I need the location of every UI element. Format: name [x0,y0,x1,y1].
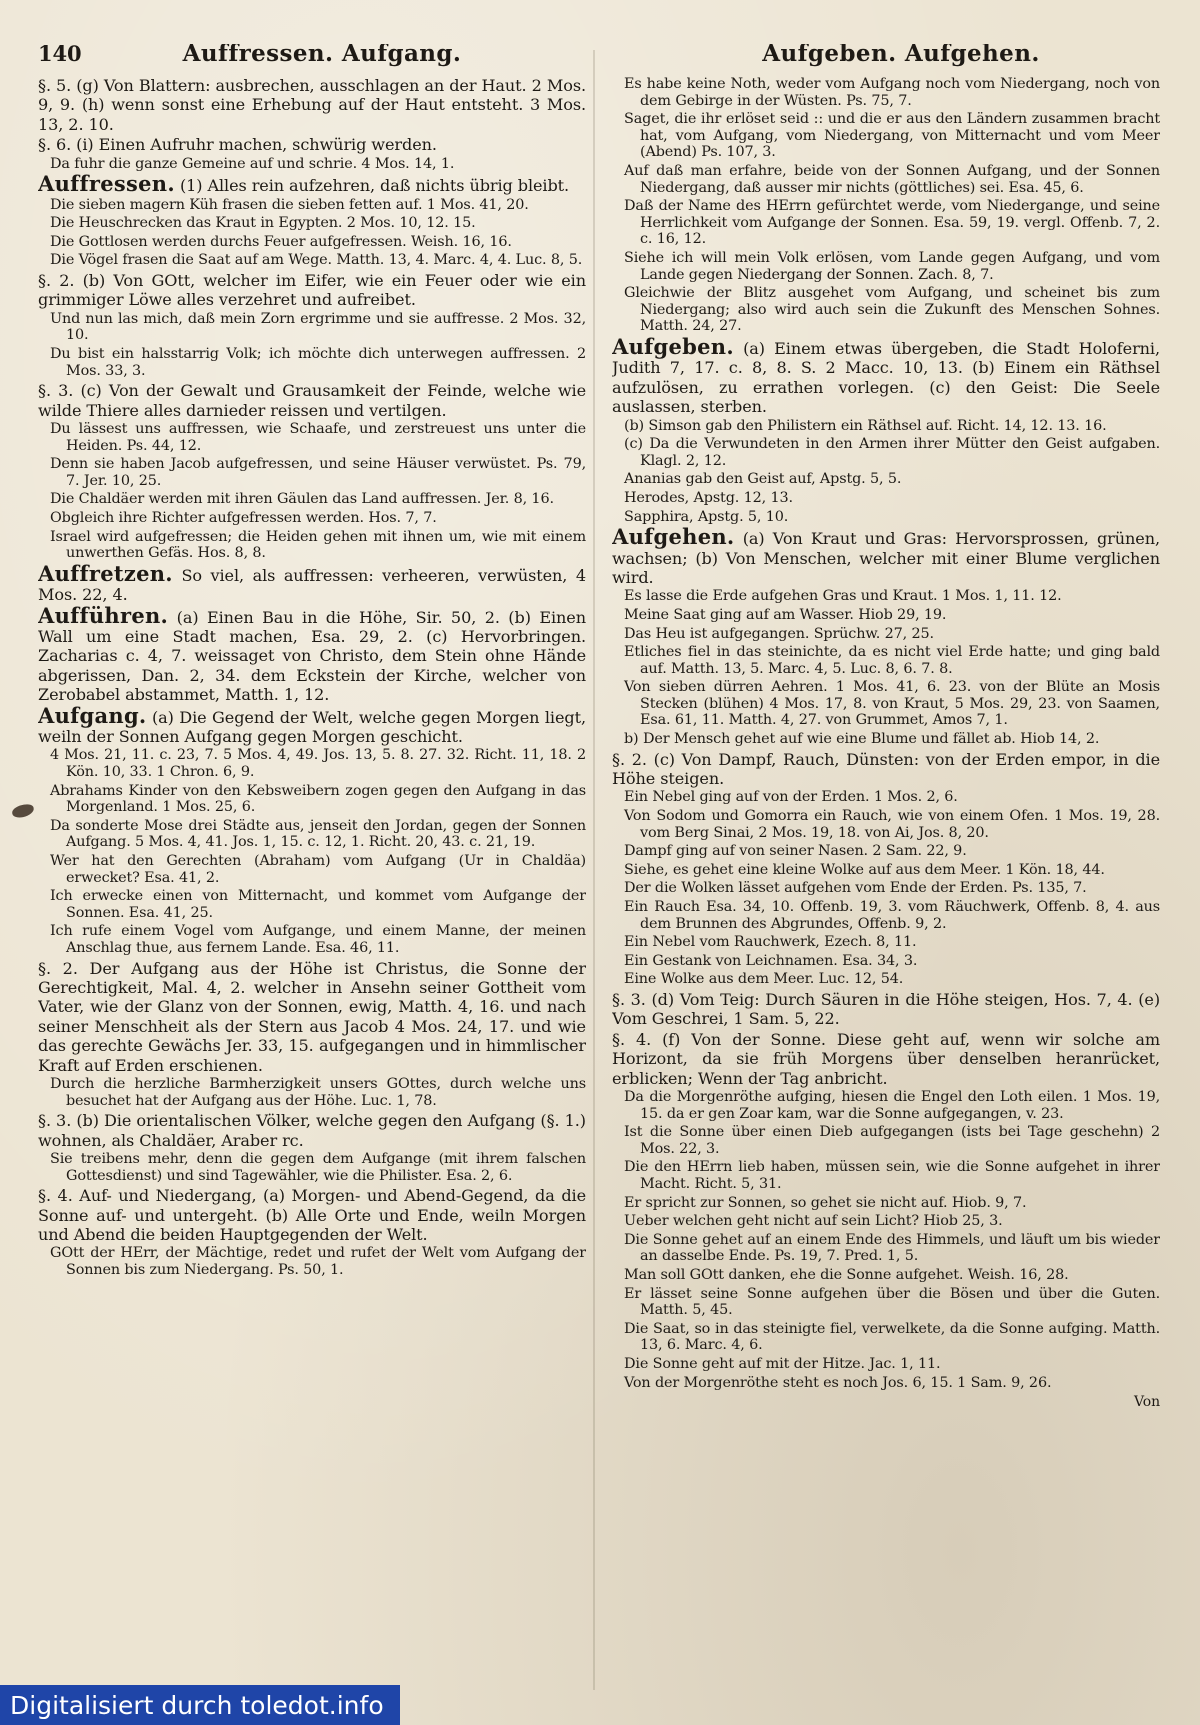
entry-definition: (1) Alles rein aufzehren, daß nichts übrig bleibt. [174,176,570,196]
bible-citation: Es habe keine Noth, weder vom Aufgang noch vom Niedergang, noch von dem Gebirge in der Wüsten. Ps. 75, 7. [624,76,1160,109]
bible-citation: Daß der Name des HErrn gefürchtet werde, vom Niedergange, und seine Herrlichkeit vom Aufgange der Sonnen. Esa. 59, 19. vergl. Offenb. 7, 2. c. 16, 12. [624,198,1160,248]
bible-citation: Sie treibens mehr, denn die gegen dem Aufgange (mit ihrem falschen Gottesdienst) und sind Tagewähler, wie die Philister. Esa. 2, 6. [50,1150,586,1184]
right-column [612,44,1160,1684]
section-paragraph: §. 4. (f) Von der Sonne. Diese geht auf, wenn wir solche am Horizont, da sie früh Morgens über denselben heranrücket, erblicken; Wenn der Tag anbricht. [612,1029,1160,1088]
section-paragraph: §. 5. (g) Von Blattern: ausbrechen, ausschlagen an der Haut. 2 Mos. 9, 9. (h) wenn sonst eine Erhebung auf der Haut entsteht. 3 Mos. 13, 2. 10. [38,76,586,134]
bible-citation: b) Der Mensch gehet auf wie eine Blume und fället ab. Hiob 14, 2. [624,731,1100,748]
column-gutter [593,50,595,1690]
bible-citation: Siehe, es gehet eine kleine Wolke auf aus dem Meer. 1 Kön. 18, 44. [624,861,1105,878]
section-paragraph: §. 2. Der Aufgang aus der Höhe ist Christus, die Sonne der Gerechtigkeit, Mal. 4, 2. welcher in Ansehn seiner Gottheit vom Vater, wie der Glanz von der Sonnen, ewig, Matth. 4, 16. und nach seiner Menschheit als der Stern aus Jacob 4 Mos. 24, 17. und wie das gerechte Gewächs Jer. 33, 15. aufgegangen und in himmlischer Kraft auf Erden erschienen. [38,958,586,1075]
entry-lemma: Aufgeben. [612,333,734,359]
bible-citation: Er lässet seine Sonne aufgehen über die Bösen und über die Guten. Matth. 5, 45. [624,1285,1160,1319]
entry-definition: (a) Von Kraut und Gras: Hervorsprossen, grünen, wachsen; (b) Von Menschen, welcher mit einer Blume verglichen wird. [612,529,1160,587]
bible-citation: Die Sonne geht auf mit der Hitze. Jac. 1, 11. [624,1355,941,1372]
bible-citation: Die Saat, so in das steinigte fiel, verwelkete, da die Sonne aufging. Matth. 13, 6. Marc. 4, 6. [624,1320,1160,1354]
bible-citation: (c) Da die Verwundeten in den Armen ihrer Mütter den Geist aufgaben. Klagl. 2, 12. [624,436,1160,469]
bible-citation: Obgleich ihre Richter aufgefressen werden. Hos. 7, 7. [50,509,437,526]
bible-citation: (b) Simson gab den Philistern ein Räthsel auf. Richt. 14, 12. 13. 16. [624,417,1107,434]
bible-citation: Abrahams Kinder von den Kebsweibern zogen gegen den Aufgang in das Morgenland. 1 Mos. 25, 6. [50,782,586,816]
entry-definition: (a) Die Gegend der Welt, welche gegen Morgen liegt, weiln der Sonnen Aufgang gegen Morgen geschicht. [38,707,586,746]
bible-citation: Von sieben dürren Aehren. 1 Mos. 41, 6. 23. von der Blüte an Mosis Stecken (blühen) 4 Mos. 17, 8. von Kraut, 5 Mos. 29, 23. von Saamen, Esa. 61, 11. Matth. 4, 27. von Grummet, Amos 7, 1. [624,679,1160,729]
entry-definition: So viel, als auffressen: verheeren, verwüsten, 4 Mos. 22, 4. [38,565,586,605]
entry-lemma: Aufgang. [38,702,147,728]
bible-citation: Ein Nebel ging auf von der Erden. 1 Mos. 2, 6. [624,789,958,806]
bible-citation: Meine Saat ging auf am Wasser. Hiob 29, 19. [624,606,947,623]
page-number: 140 [38,44,82,66]
bible-citation: Ein Gestank von Leichnamen. Esa. 34, 3. [624,952,918,969]
bible-citation: Die Gottlosen werden durchs Feuer aufgefressen. Weish. 16, 16. [50,233,512,250]
bible-citation: Die Sonne gehet auf an einem Ende des Himmels, und läuft um bis wieder an dasselbe Ende. Ps. 19, 7. Pred. 1, 5. [624,1231,1160,1265]
right-running-title: Aufgeben. Aufgehen. [762,44,1040,67]
entry-lemma: Auffretzen. [38,560,173,586]
bible-citation: Ich erwecke einen von Mitternacht, und kommet vom Aufgange der Sonnen. Esa. 41, 25. [50,888,586,921]
bible-citation: Saget, die ihr erlöset seid :: und die er aus den Ländern zusammen bracht hat, vom Aufgang, vom Niedergang, von Mitternacht und vom Meer (Abend) Ps. 107, 3. [624,111,1160,161]
bible-citation: Die Chaldäer werden mit ihren Gäulen das Land auffressen. Jer. 8, 16. [50,491,554,508]
section-paragraph: §. 2. (c) Von Dampf, Rauch, Dünsten: von der Erden empor, in die Höhe steigen. [612,749,1160,789]
dictionary-entry [38,560,586,605]
section-paragraph: §. 3. (c) Von der Gewalt und Grausamkeit der Feinde, welche wie wilde Thiere alles darnieder reissen und vertilgen. [38,381,586,420]
entry-lemma: Aufgehen. [612,524,735,550]
entry-definition: (a) Einem etwas übergeben, die Stadt Holoferni, Judith 7, 17. c. 8, 8. S. 2 Macc. 10, 13. (b) Einem ein Räthsel aufzulösen, zu errathen vorlegen. (c) den Geist: Die Seele auslassen, sterben. [612,338,1160,417]
section-paragraph: §. 6. (i) Einen Aufruhr machen, schwürig werden. [38,135,437,155]
bible-citation: Von Sodom und Gomorra ein Rauch, wie von einem Ofen. 1 Mos. 19, 28. vom Berg Sinai, 2 Mos. 19, 18. von Ai, Jos. 8, 20. [624,808,1160,841]
bible-citation: GOtt der HErr, der Mächtige, redet und rufet der Welt vom Aufgang der Sonnen bis zum Niedergang. Ps. 50, 1. [50,1245,586,1278]
bible-citation: Herodes, Apstg. 12, 13. [624,489,793,506]
dictionary-entry [38,702,586,747]
bible-citation: Siehe ich will mein Volk erlösen, vom Lande gegen Aufgang, und vom Lande gegen Niedergang der Sonnen. Zach. 8, 7. [624,249,1160,283]
bible-citation: Und nun las mich, daß mein Zorn ergrimme und sie auffresse. 2 Mos. 32, 10. [50,310,586,344]
bible-citation: Du bist ein halsstarrig Volk; ich möchte dich unterwegen auffressen. 2 Mos. 33, 3. [50,346,586,379]
left-running-title: Auffressen. Aufgang. [182,44,462,67]
bible-citation: Ein Rauch Esa. 34, 10. Offenb. 19, 3. vom Räuchwerk, Offenb. 8, 4. aus dem Brunnen des Abgrundes, Offenb. 9, 2. [624,899,1160,932]
bible-citation: Die den HErrn lieb haben, müssen sein, wie die Sonne aufgehet in ihrer Macht. Richt. 5, 31. [624,1159,1160,1192]
bible-citation: Da fuhr die ganze Gemeine auf und schrie. 4 Mos. 14, 1. [50,155,455,172]
section-paragraph: §. 2. (b) Von GOtt, welcher im Eifer, wie ein Feuer oder wie ein grimmiger Löwe alles verzehret und aufreibet. [38,271,586,310]
ink-smudge [11,803,35,819]
bible-citation: Denn sie haben Jacob aufgefressen, und seine Häuser verwüstet. Ps. 79, 7. Jer. 10, 25. [50,456,586,489]
entry-lemma: Aufführen. [38,602,169,628]
bible-citation: Das Heu ist aufgegangen. Sprüchw. 27, 25. [624,625,934,642]
bible-citation: Etliches fiel in das steinichte, da es nicht viel Erde hatte; und ging bald auf. Matth. 13, 5. Marc. 4, 5. Luc. 8, 6. 7. 8. [624,644,1160,677]
bible-citation: Ich rufe einem Vogel vom Aufgange, und einem Manne, der meinen Anschlag thue, aus fernem Lande. Esa. 46, 11. [50,923,586,956]
bible-citation: Eine Wolke aus dem Meer. Luc. 12, 54. [624,971,904,988]
bible-citation: Ein Nebel vom Rauchwerk, Ezech. 8, 11. [624,934,917,951]
bible-citation: Du lässest uns auffressen, wie Schaafe, und zerstreuest uns unter die Heiden. Ps. 44, 12. [50,421,586,454]
bible-citation: Wer hat den Gerechten (Abraham) vom Aufgang (Ur in Chaldäa) erwecket? Esa. 41, 2. [50,852,586,886]
bible-citation: Gleichwie der Blitz ausgehet vom Aufgang, und scheinet bis zum Niedergang; also wird auch sein die Zukunft des Menschen Sohnes. Matth. 24, 27. [624,285,1160,335]
bible-citation: Da die Morgenröthe aufging, hiesen die Engel den Loth eilen. 1 Mos. 19, 15. da er gen Zoar kam, war die Sonne aufgegangen, v. 23. [624,1089,1160,1122]
left-column [38,44,586,1684]
bible-citation: Ist die Sonne über einen Dieb aufgegangen (ists bei Tage geschehn) 2 Mos. 22, 3. [624,1124,1160,1157]
bible-citation: Dampf ging auf von seiner Nasen. 2 Sam. 22, 9. [624,843,967,860]
bible-citation: Der die Wolken lässet aufgehen vom Ende der Erden. Ps. 135, 7. [624,880,1087,897]
section-paragraph: §. 4. Auf- und Niedergang, (a) Morgen- und Abend-Gegend, da die Sonne auf- und untergeht. (b) Alle Orte und Ende, weiln Morgen und Abend die beiden Hauptgegenden der Welt. [38,1186,586,1244]
dictionary-entry [38,171,586,197]
right-column-body [612,76,1160,1391]
dictionary-entry [612,524,1160,587]
bible-citation: Die sieben magern Küh frasen die sieben fetten auf. 1 Mos. 41, 20. [50,196,529,213]
entry-definition: (a) Einen Bau in die Höhe, Sir. 50, 2. (b) Einen Wall um eine Stadt machen, Esa. 29, 2. (c) Hervorbringen. Zacharias c. 4, 7. weissaget von Christo, dem Stein ohne Hände abgerissen, Dan. 2, 34. dem Eckstein der Kirche, welcher von Zerobabel abstammet, Matth. 1, 12. [38,607,586,705]
bible-citation: Es lasse die Erde aufgehen Gras und Kraut. 1 Mos. 1, 11. 12. [624,588,1062,605]
dictionary-entry [612,333,1160,417]
dictionary-entry [38,602,586,705]
bible-citation: Von der Morgenröthe steht es noch Jos. 6, 15. 1 Sam. 9, 26. [624,1374,1052,1391]
bible-citation: Die Vögel frasen die Saat auf am Wege. Matth. 13, 4. Marc. 4, 4. Luc. 8, 5. [50,252,583,269]
digitization-badge: Digitalisiert durch toledot.info [0,1685,400,1725]
bible-citation: Ueber welchen geht nicht auf sein Licht? Hiob 25, 3. [624,1213,1003,1230]
section-paragraph: §. 3. (b) Die orientalischen Völker, welche gegen den Aufgang (§. 1.) wohnen, als Chaldäer, Araber rc. [38,1111,586,1150]
bible-citation: Ananias gab den Geist auf, Apstg. 5, 5. [624,471,902,488]
bible-citation: Die Heuschrecken das Kraut in Egypten. 2 Mos. 10, 12. 15. [50,215,476,232]
left-column-body [38,76,586,1279]
bible-citation: Man soll GOtt danken, ehe die Sonne aufgehet. Weish. 16, 28. [624,1266,1069,1283]
bible-citation: Er spricht zur Sonnen, so gehet sie nicht auf. Hiob. 9, 7. [624,1194,1027,1211]
entry-lemma: Auffressen. [38,171,175,197]
bible-citation: 4 Mos. 21, 11. c. 23, 7. 5 Mos. 4, 49. Jos. 13, 5. 8. 27. 32. Richt. 11, 18. 2 Kön. 10, 33. 1 Chron. 6, 9. [50,747,586,780]
left-page-header [38,44,586,74]
bible-citation: Durch die herzliche Barmherzigkeit unsers GOttes, durch welche uns besuchet hat der Aufgang aus der Höhe. Luc. 1, 78. [50,1075,586,1109]
bible-citation: Israel wird aufgefressen; die Heiden gehen mit ihnen um, wie mit einem unwerthen Gefäs. Hos. 8, 8. [50,528,586,562]
right-page-header [612,44,1160,74]
bible-citation: Sapphira, Apstg. 5, 10. [624,508,789,525]
section-paragraph: §. 3. (d) Vom Teig: Durch Säuren in die Höhe steigen, Hos. 7, 4. (e) Vom Geschrei, 1 Sam. 5, 22. [612,990,1160,1029]
catchword: Von [1134,1394,1160,1411]
bible-citation: Da sonderte Mose drei Städte aus, jenseit den Jordan, gegen der Sonnen Aufgang. 5 Mos. 4, 41. Jos. 1, 15. c. 12, 1. Richt. 20, 43. c. 21, 19. [50,817,586,851]
bible-citation: Auf daß man erfahre, beide von der Sonnen Aufgang, und der Sonnen Niedergang, daß ausser mir nichts (göttliches) sei. Esa. 45, 6. [624,162,1160,196]
